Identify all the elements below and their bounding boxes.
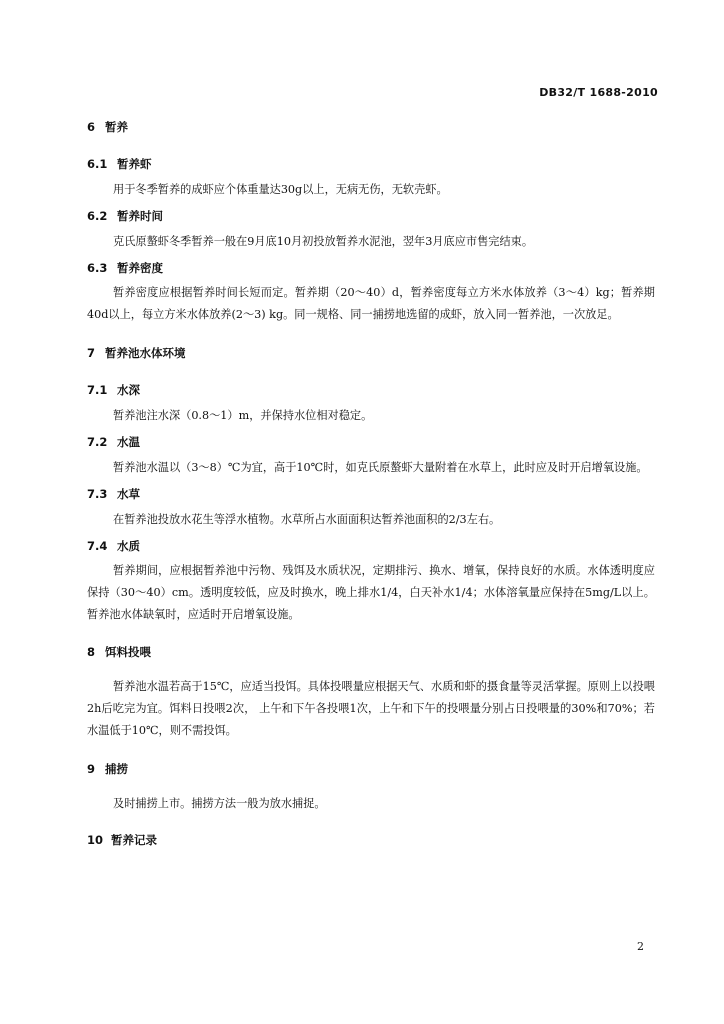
section-7-3-heading: [87, 485, 655, 503]
section-number: 7.2: [87, 435, 108, 449]
section-title: 捕捞: [105, 762, 128, 776]
section-number: 6.1: [87, 157, 108, 171]
section-number: 7: [87, 346, 96, 360]
section-7-2-heading: [87, 433, 655, 451]
section-title: 暂养: [105, 120, 128, 134]
section-title: 暂养虾: [117, 157, 152, 171]
section-8-heading: [87, 643, 655, 661]
section-8-paragraph: 暂养池水温若高于15℃，应适当投饵。具体投喂量应根据天气、水质和虾的摄食量等灵活掌握。原则上以投喂2h后吃完为宜。饵料日投喂2次， 上午和下午各投喂1次，上午和下午的投喂量分别占日投喂量的30%和70%；若水温低于10℃，则不需投饵。: [87, 680, 655, 737]
section-7-3-paragraph: 在暂养池投放水花生等浮水植物。水草所占水面面积达暂养池面积的2/3左右。: [113, 513, 501, 526]
section-title: 暂养记录: [111, 833, 157, 847]
section-number: 6: [87, 120, 96, 134]
section-title: 水草: [117, 487, 140, 501]
section-7-1-heading: [87, 381, 655, 399]
section-number: 8: [87, 645, 96, 659]
section-number: 6.2: [87, 209, 108, 223]
section-7-heading: [87, 344, 655, 362]
section-6-1-heading: [87, 155, 655, 173]
section-title: 水质: [117, 539, 140, 553]
section-number: 6.3: [87, 261, 108, 275]
section-9-paragraph: 及时捕捞上市。捕捞方法一般为放水捕捉。: [113, 797, 326, 810]
document-body: [87, 118, 655, 849]
section-7-4-paragraph: 暂养期间，应根据暂养池中污物、残饵及水质状况，定期排污、换水、增氧，保持良好的水质。水体透明度应保持（30～40）cm。透明度较低，应及时换水，晚上排水1/4，白天补水1/4；水体溶氧量应保持在5mg/L以上。暂养池水体缺氧时，应适时开启增氧设施。: [87, 564, 655, 621]
page-number: 2: [637, 940, 644, 953]
section-7-1-paragraph: 暂养池注水深（0.8～1）m，并保持水位相对稳定。: [113, 409, 373, 422]
section-9-heading: [87, 760, 655, 778]
section-6-3-heading: [87, 259, 655, 277]
section-title: 水深: [117, 383, 140, 397]
section-title: 暂养时间: [117, 209, 163, 223]
section-6-3-paragraph: 暂养密度应根据暂养时间长短而定。暂养期（20～40）d，暂养密度每立方米水体放养（3～4）kg；暂养期40d以上，每立方米水体放养(2～3) kg。同一规格、同一捕捞地选留的成虾，放入同一暂养池，一次放足。: [87, 286, 655, 321]
section-6-1-paragraph: 用于冬季暂养的成虾应个体重量达30g以上，无病无伤，无软壳虾。: [113, 183, 448, 196]
section-6-2-paragraph: 克氏原螯虾冬季暂养一般在9月底10月初投放暂养水泥池，翌年3月底应市售完结束。: [113, 235, 534, 248]
section-title: 暂养池水体环境: [105, 346, 186, 360]
section-6-2-heading: [87, 207, 655, 225]
section-6-heading: [87, 118, 655, 136]
section-number: 10: [87, 833, 104, 847]
section-title: 暂养密度: [117, 261, 163, 275]
section-number: 7.3: [87, 487, 108, 501]
section-number: 7.4: [87, 539, 108, 553]
section-number: 9: [87, 762, 96, 776]
section-7-2-paragraph: 暂养池水温以（3～8）℃为宜，高于10℃时，如克氏原螯虾大量附着在水草上，此时应及时开启增氧设施。: [113, 461, 648, 474]
section-number: 7.1: [87, 383, 108, 397]
section-10-heading: [87, 831, 655, 849]
section-title: 饵料投喂: [105, 645, 151, 659]
section-title: 水温: [117, 435, 140, 449]
section-7-4-heading: [87, 537, 655, 555]
standard-code: DB32/T 1688-2010: [539, 86, 658, 99]
